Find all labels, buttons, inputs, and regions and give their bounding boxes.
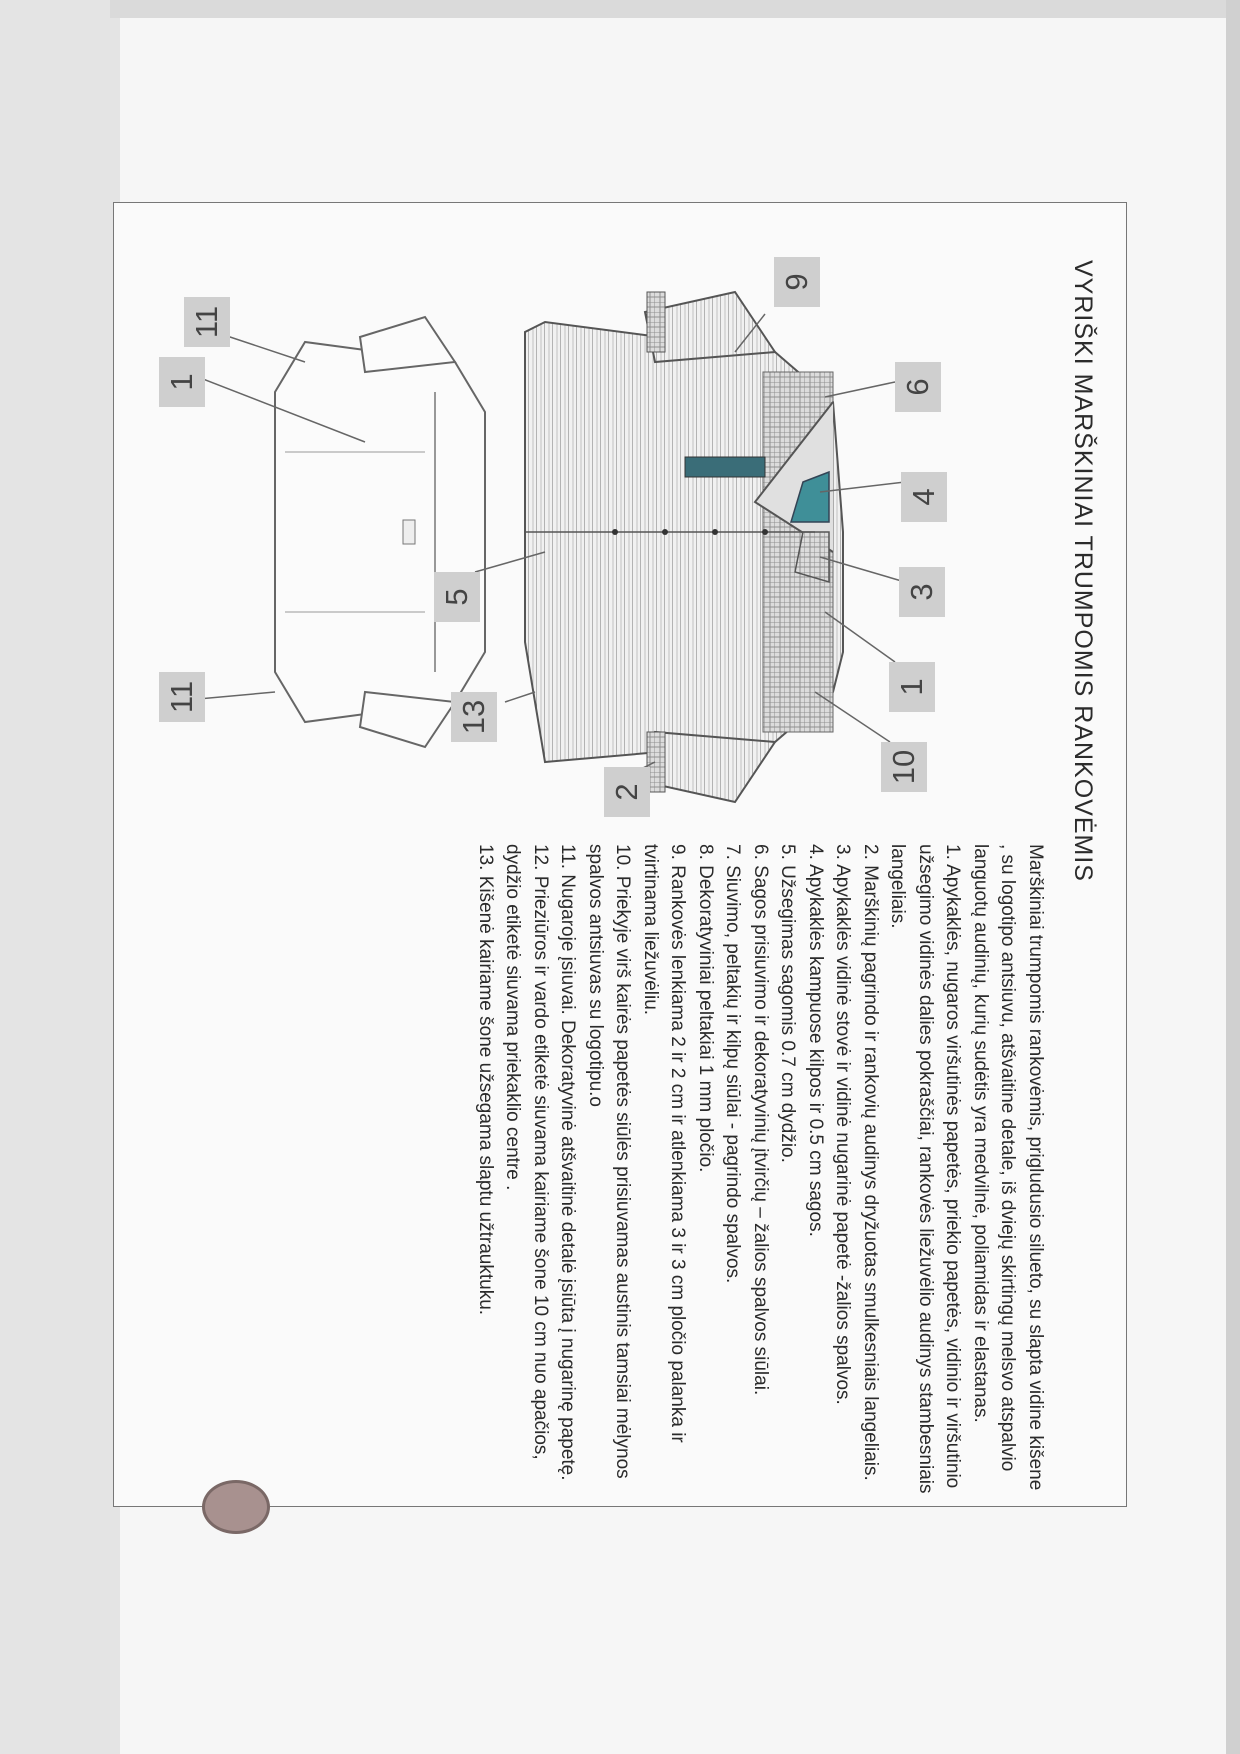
scan-shadow-left <box>0 0 120 1754</box>
item-5: 5. Užsegimas sagomis 0.7 cm dydžio. <box>777 844 799 1163</box>
item-11: 11. Nugaroje įsiuvai. Dekoratyvinė atšvaitinė detalė įsiūta į nugarinę papetę. <box>557 844 579 1481</box>
callout-9: 9 <box>774 257 820 307</box>
callout-5: 5 <box>434 572 480 622</box>
callout-11-back: 11 <box>159 672 205 722</box>
item-12: 12. Prieziūros ir vardo etiketė siuvama kairiame šone 10 cm nuo apačios, dydžio etiketė siuvama priekaklio centre . <box>502 844 551 1460</box>
item-8: 8. Dekoratyviniai peltakiai 1 mm pločio. <box>695 844 716 1173</box>
page-edge <box>1226 0 1240 1754</box>
item-13: 13. Kišenė kairiame šone užsegama slaptu užtrauktuku. <box>475 844 496 1316</box>
description-text <box>472 844 1050 1494</box>
back-shirt <box>275 317 485 747</box>
callout-13: 13 <box>451 692 497 742</box>
callout-10: 10 <box>881 742 927 792</box>
front-shirt <box>525 292 843 802</box>
callout-4: 4 <box>901 472 947 522</box>
item-3: 3. Apykaklės vidinė stovė ir vidinė nugarinė papetė -žalios spalvos. <box>832 844 854 1405</box>
page-number-badge <box>202 1480 270 1534</box>
callout-2: 2 <box>604 767 650 817</box>
item-9: 9. Rankovės lenkiama 2 ir 2 cm ir atlenkiama 3 ir 3 cm pločio palanka ir tvirtinama liežuvėliu. <box>640 844 689 1443</box>
item-6: 6. Sagos prisiuvimo ir dekoratyvinių įtvirčių – žalios spalvos siūlai. <box>750 844 771 1396</box>
item-1: 1. Apykaklės, nugaros viršutinės papetės, priekio papetės, vidinio ir viršutinio užsegimo vidinės dalies pokraščiai, rankovės liežuvėlio audinys stambesniais langeliais. <box>887 844 964 1494</box>
item-2: 2. Marškinių pagrindo ir rankovių audinys dryžuotas smulkesniais langeliais. <box>860 844 881 1481</box>
callout-6: 6 <box>895 362 941 412</box>
callout-1-back: 1 <box>159 357 205 407</box>
callout-11-side: 11 <box>184 297 230 347</box>
callout-1: 1 <box>889 662 935 712</box>
shirt-illustration <box>165 222 1065 842</box>
scan-shadow-top <box>110 0 1240 18</box>
page-title: VYRIŠKI MARŠKINIAI TRUMPOMIS RANKOVĖMIS <box>1069 260 1097 882</box>
item-4: 4. Apykaklės kampuose kilpos ir 0.5 cm sagos. <box>805 844 826 1237</box>
item-7: 7. Siuvimo, peltakių ir kilpų siūlai - pagrindo spalvos. <box>722 844 744 1284</box>
item-10: 10. Priekyje virš kairės papetės siūlės prisiuvamas austinis tamsiai mėlynos spalvos antsiuvas su logotipu.o <box>585 844 634 1479</box>
intro-paragraph: Marškiniai trumpomis rankovėmis, prigludusio silueto, su slapta vidine kišene , su logotipo antsiuvu, atšvaitine detale, iš dviejų skirtingų melsvo atspalvio languotų audinių, kurių sudėtis yra medvilnė, poliamidas ir elastanas. <box>970 844 1046 1491</box>
callout-3: 3 <box>899 567 945 617</box>
rotated-content <box>113 202 1125 1505</box>
shirt-diagram <box>165 222 1065 842</box>
